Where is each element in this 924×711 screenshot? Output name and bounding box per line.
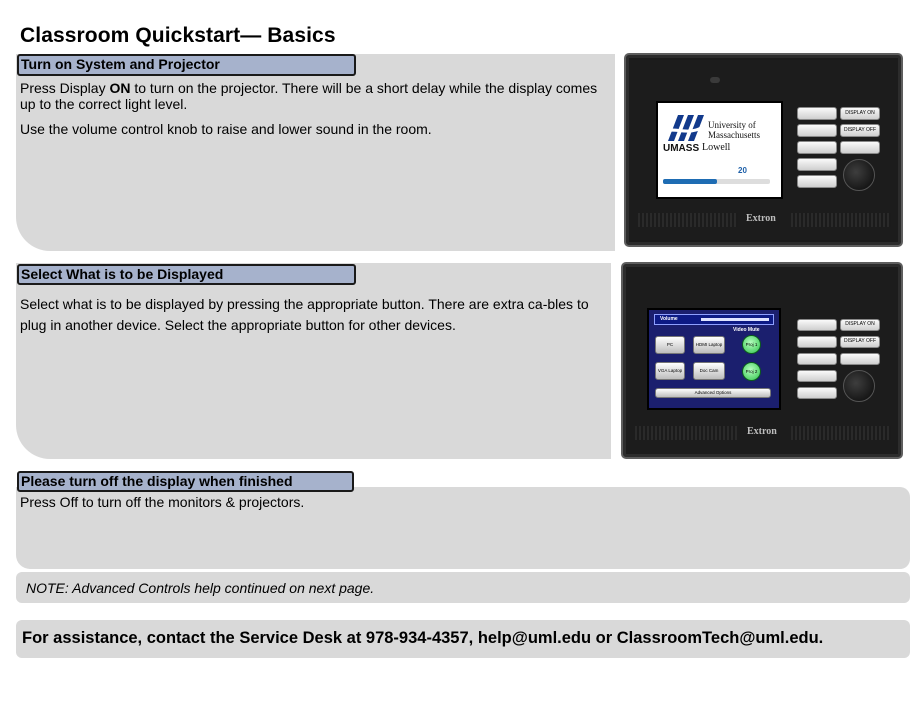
speaker-grille — [791, 213, 891, 227]
display-on-label: DISPLAY ON — [845, 321, 875, 327]
display-off-label: DISPLAY OFF — [843, 127, 877, 133]
logo-text-university: University of — [708, 120, 756, 130]
source-button-pc: PC — [655, 336, 685, 354]
logo-text-massachusetts: Massachusetts — [708, 130, 760, 140]
volume-bar-fill — [663, 179, 717, 184]
mute-proj1-button: Proj 1 — [742, 335, 761, 354]
volume-strip-bar — [701, 318, 769, 321]
volume-knob-icon — [843, 370, 875, 402]
source-button-hdmi-laptop: HDMI Laptop — [693, 336, 725, 354]
speaker-grille — [638, 213, 738, 227]
video-mute-label: Video Mute — [733, 327, 760, 333]
touchpanel-image-sources — [621, 262, 903, 459]
source-button-doc-cam: Doc Cam — [693, 362, 725, 380]
logo-text-lowell: Lowell — [702, 142, 731, 153]
section-heading-turn-on: Turn on System and Projector — [17, 54, 356, 76]
display-on-button — [840, 107, 880, 120]
panel-button-2 — [797, 336, 837, 348]
volume-label: Volume — [660, 316, 678, 322]
turn-off-instructions: Press Off to turn off the monitors & projectors. — [20, 494, 305, 510]
panel-button-1 — [797, 107, 837, 120]
logo-text-umass: UMASS — [663, 143, 700, 154]
touchpanel-screen-home — [656, 101, 783, 199]
mute-proj2-button: Proj 2 — [742, 362, 761, 381]
section-select-panel — [16, 263, 611, 459]
panel-button-3 — [797, 141, 837, 154]
display-off-button — [840, 124, 880, 137]
panel-button-right-3 — [840, 141, 880, 154]
panel-button-right-3 — [840, 353, 880, 365]
section-heading-turn-off: Please turn off the display when finished — [17, 471, 354, 492]
panel-button-3 — [797, 353, 837, 365]
umass-logo-icon — [664, 111, 708, 143]
touchpanel-image-home — [624, 53, 903, 247]
volume-instructions: Use the volume control knob to raise and lower sound in the room. — [20, 121, 432, 137]
volume-bar — [663, 179, 770, 184]
speaker-grille — [635, 426, 737, 440]
volume-readout: 20 — [738, 166, 747, 175]
display-on-label: DISPLAY ON — [845, 110, 875, 116]
volume-strip — [654, 314, 774, 325]
speaker-grille — [791, 426, 891, 440]
panel-button-5 — [797, 387, 837, 399]
display-on-button — [840, 319, 880, 331]
touchpanel-screen-sources — [647, 308, 781, 410]
turn-on-text-bold: ON — [109, 80, 131, 96]
source-button-vga-laptop: VGA Laptop — [655, 362, 685, 380]
panel-button-1 — [797, 319, 837, 331]
panel-button-5 — [797, 175, 837, 188]
panel-button-4 — [797, 158, 837, 171]
extron-brand: Extron — [746, 213, 776, 224]
turn-on-text-b: to turn on the projector. There will be a short delay while the display comes up to the correct light level. — [20, 80, 598, 112]
volume-knob-icon — [843, 159, 875, 191]
page-title: Classroom Quickstart— Basics — [20, 24, 336, 47]
display-off-label: DISPLAY OFF — [843, 338, 877, 344]
camera-icon — [710, 77, 720, 83]
select-instructions: Select what is to be displayed by pressing the appropriate button. There are extra ca-bles to plug in another device. Select the appropriate button for other devices. — [20, 296, 589, 333]
turn-on-instructions — [20, 80, 610, 112]
display-off-button — [840, 336, 880, 348]
section-heading-select: Select What is to be Displayed — [17, 264, 356, 285]
turn-on-text-a: Press Display — [20, 80, 110, 96]
advanced-options-button: Advanced Options — [655, 388, 771, 398]
advanced-note: NOTE: Advanced Controls help continued on next page. — [26, 580, 375, 596]
panel-button-4 — [797, 370, 837, 382]
extron-brand: Extron — [747, 426, 777, 437]
panel-button-2 — [797, 124, 837, 137]
assistance-contact: For assistance, contact the Service Desk at 978-934-4357, help@uml.edu or ClassroomTech@uml.edu. — [22, 629, 824, 647]
